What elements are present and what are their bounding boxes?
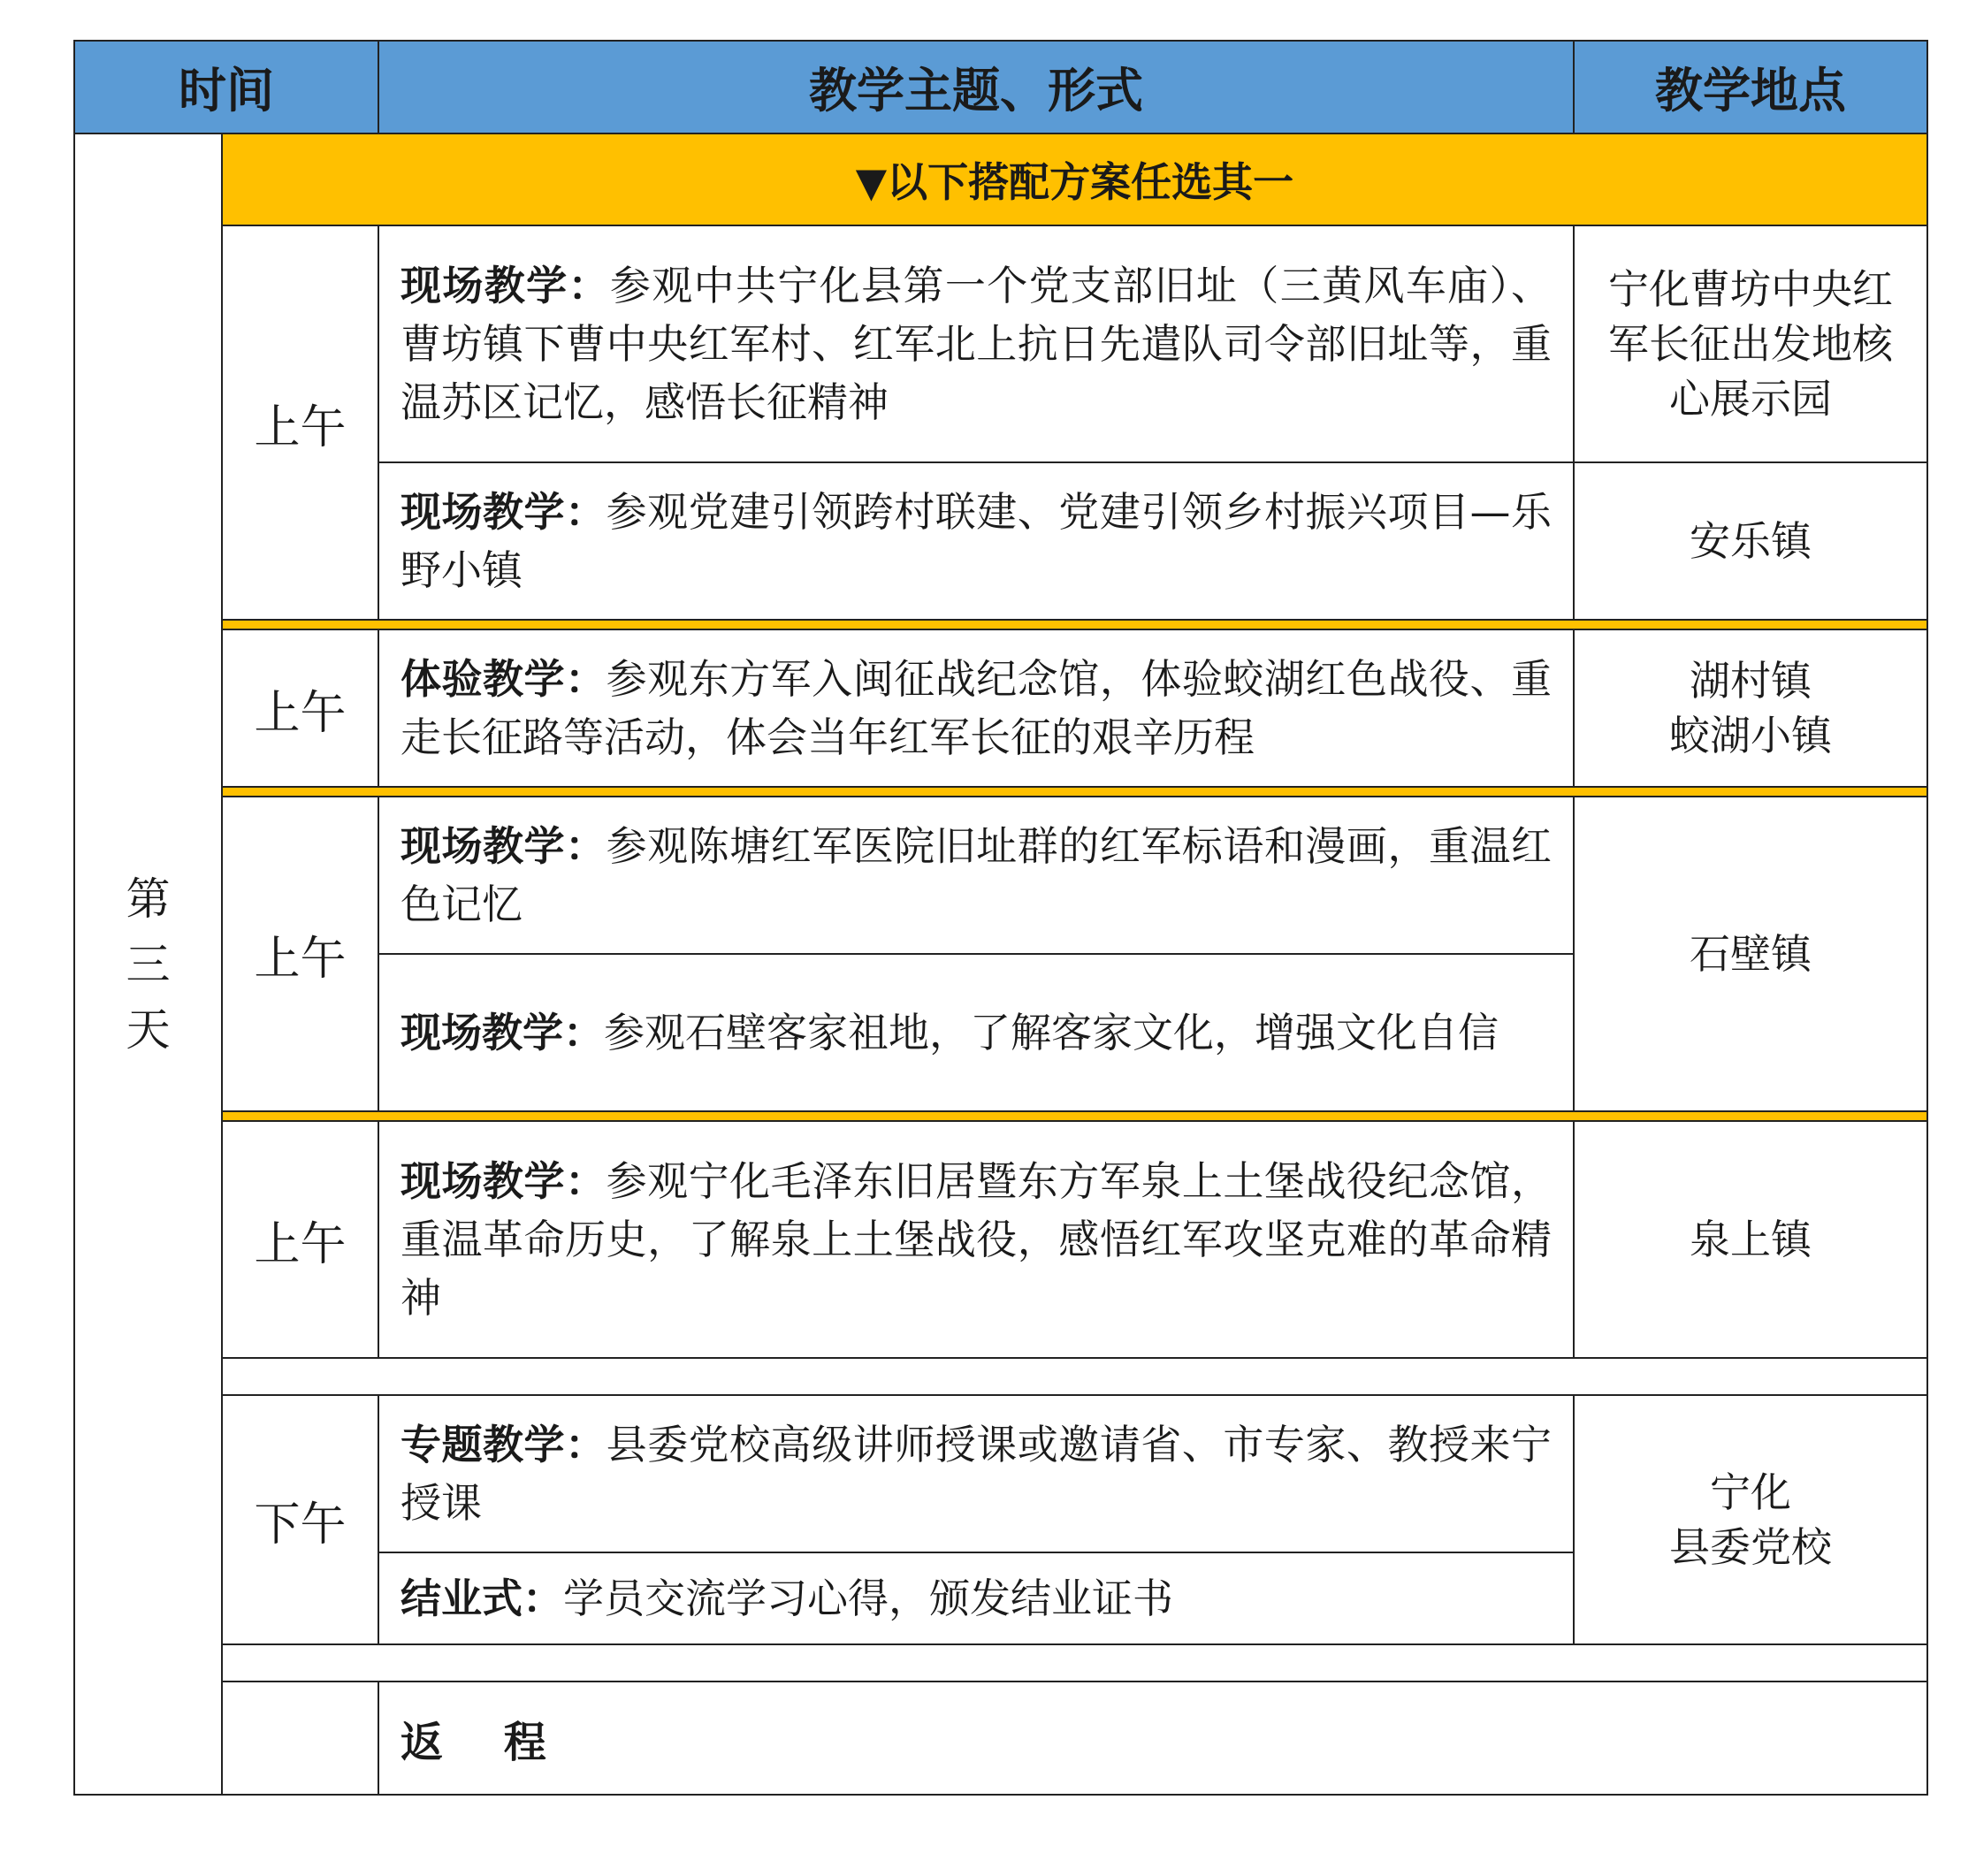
header-time: 时间 — [74, 41, 378, 133]
activity-text: 参观东方军入闽征战纪念馆，体验蛟湖红色战役、重走长征路等活动，体会当年红军长征的艰辛历程 — [401, 655, 1553, 761]
location-cell: 安乐镇 — [1574, 462, 1927, 620]
location-cell: 宁化曹坊中央红军长征出发地核心展示园 — [1574, 225, 1927, 462]
activity-text: 学员交流学习心得，颁发结业证书 — [563, 1575, 1173, 1622]
activity-label: 现场教学： — [401, 262, 610, 309]
activity-label: 现场教学： — [401, 1009, 604, 1056]
activity-text: 参观中共宁化县第一个党支部旧址（三黄风车庙）、曹坊镇下曹中央红军村、红军北上抗日先遣队司令部旧址等，重温苏区记忆，感悟长征精神 — [401, 262, 1553, 426]
location-cell: 泉上镇 — [1574, 1121, 1927, 1358]
activity-text: 参观党建引领跨村联建、党建引领乡村振兴项目—乐野小镇 — [401, 488, 1553, 594]
day-label: 第 三 天 — [74, 133, 222, 1795]
period-label: 上午 — [222, 797, 378, 1111]
option-separator — [74, 1111, 1927, 1121]
activity-cell — [378, 1395, 1574, 1552]
location-cell: 湖村镇 蛟湖小镇 — [1574, 629, 1927, 787]
blank-row — [74, 1358, 1927, 1395]
activity-label: 体验教学： — [401, 655, 607, 703]
schedule-sheet — [73, 40, 1926, 1785]
option-separator — [74, 620, 1927, 629]
activity-cell — [378, 462, 1574, 620]
period-label: 上午 — [222, 1121, 378, 1358]
period-label: 上午 — [222, 629, 378, 787]
option-1-row-1 — [74, 225, 1927, 462]
option-separator — [74, 787, 1927, 797]
return-period-cell — [222, 1682, 378, 1795]
header-location: 教学地点 — [1574, 41, 1927, 133]
option-banner: ▼以下搭配方案任选其一 — [222, 133, 1927, 225]
location-cell: 石壁镇 — [1574, 797, 1927, 1111]
activity-label: 现场教学： — [401, 488, 607, 536]
schedule-table — [73, 40, 1928, 1796]
activity-cell — [378, 629, 1574, 787]
activity-text: 参观陈塘红军医院旧址群的红军标语和漫画，重温红色记忆 — [401, 822, 1553, 928]
activity-cell — [378, 1552, 1574, 1644]
activity-text: 县委党校高级讲师授课或邀请省、市专家、教授来宁授课 — [401, 1421, 1553, 1527]
blank-row — [74, 1644, 1927, 1682]
period-label: 下午 — [222, 1395, 378, 1644]
activity-cell — [378, 225, 1574, 462]
option-2-row-1 — [74, 629, 1927, 787]
option-4-row-1 — [74, 1121, 1927, 1358]
activity-text: 参观石壁客家祖地，了解客家文化，增强文化自信 — [604, 1009, 1499, 1056]
activity-label: 专题教学： — [401, 1421, 607, 1468]
activity-label: 结业式： — [401, 1575, 563, 1622]
return-label: 返 程 — [378, 1682, 1927, 1795]
banner-row — [74, 133, 1927, 225]
header-row — [74, 41, 1927, 133]
activity-text: 参观宁化毛泽东旧居暨东方军泉上土堡战役纪念馆，重温革命历史，了解泉上土堡战役，感悟红军攻坚克难的革命精神 — [401, 1157, 1553, 1322]
location-cell: 宁化 县委党校 — [1574, 1395, 1927, 1644]
afternoon-row-1 — [74, 1395, 1927, 1552]
activity-cell — [378, 1121, 1574, 1358]
activity-label: 现场教学： — [401, 1157, 607, 1205]
period-label: 上午 — [222, 225, 378, 620]
return-row — [74, 1682, 1927, 1795]
option-3-row-1 — [74, 797, 1927, 954]
activity-label: 现场教学： — [401, 822, 607, 870]
activity-cell — [378, 797, 1574, 954]
activity-cell — [378, 954, 1574, 1111]
header-theme: 教学主题、形式 — [378, 41, 1574, 133]
